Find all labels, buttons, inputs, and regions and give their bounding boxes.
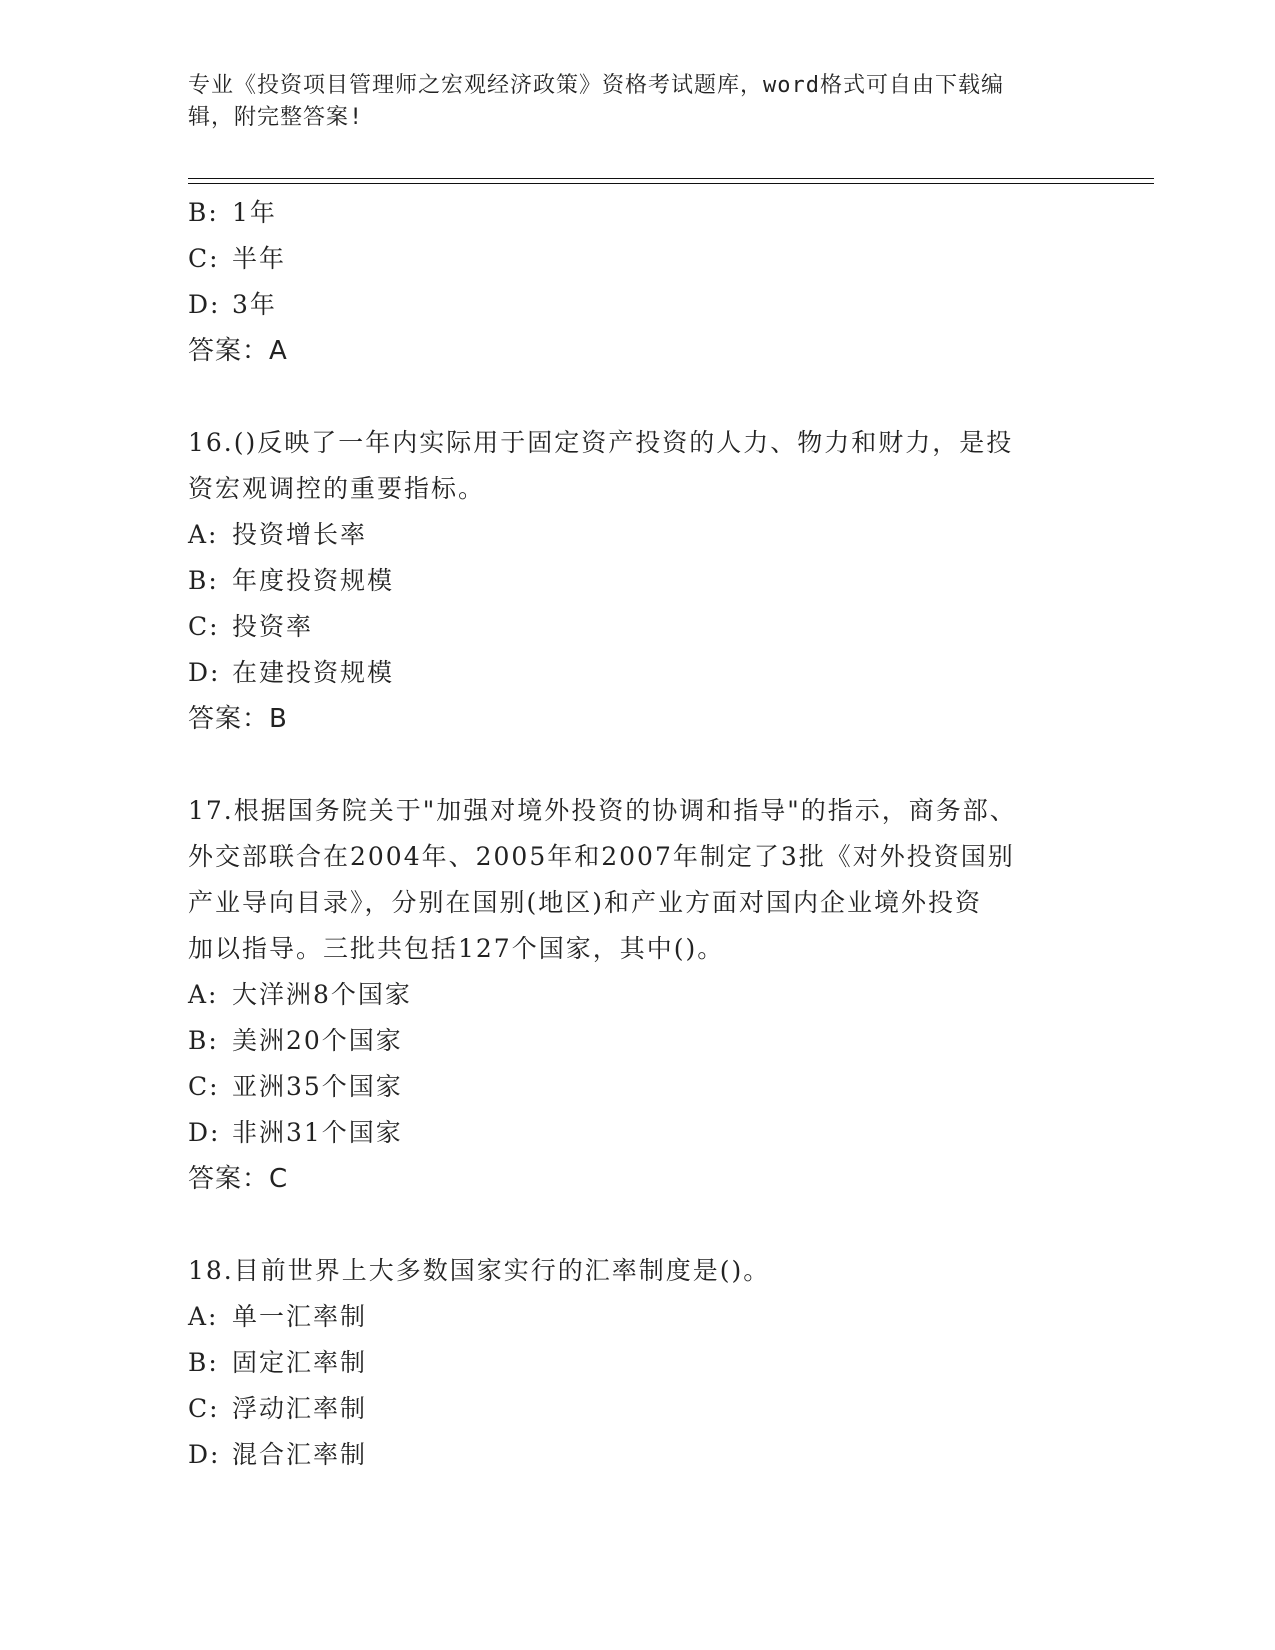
option-c: C: 投资率 [188,612,314,641]
option-c: C: 亚洲35个国家 [188,1072,403,1101]
question-17 [188,788,1088,1202]
question-list [188,190,1088,1478]
document-header [188,70,1068,134]
header-line-1: 专业《投资项目管理师之宏观经济政策》资格考试题库，word格式可自由下载编 [188,73,1004,98]
header-divider-bottom [188,183,1154,184]
option-a: A: 投资增长率 [188,520,368,549]
option-b: B: 美洲20个国家 [188,1026,403,1055]
question-15-continuation [188,190,1088,374]
option-c: C: 半年 [188,244,287,273]
header-divider-top [188,178,1154,179]
option-d: D: 在建投资规模 [188,658,395,687]
question-text: 18.目前世界上大多数国家实行的汇率制度是()。 [188,1256,771,1285]
option-a: A: 大洋洲8个国家 [188,980,412,1009]
answer: 答案：A [188,336,288,366]
option-b: B: 固定汇率制 [188,1348,368,1377]
option-a: A: 单一汇率制 [188,1302,368,1331]
question-text: 17.根据国务院关于"加强对境外投资的协调和指导"的指示，商务部、 外交部联合在2004年、2005年和2007年制定了3批《对外投资国别 产业导向目录》，分别在国别(地区)和产业方面对国内企业境外投资 加以指导。三批共包括127个国家，其中()。 [188,796,1017,963]
answer: 答案：B [188,704,288,734]
option-d: D: 混合汇率制 [188,1440,368,1469]
option-c: C: 浮动汇率制 [188,1394,368,1423]
option-b: B: 年度投资规模 [188,566,395,595]
question-18 [188,1248,1088,1478]
question-16 [188,420,1088,742]
option-d: D: 非洲31个国家 [188,1118,403,1147]
option-d: D: 3年 [188,290,277,319]
header-line-2: 辑，附完整答案! [188,105,364,130]
question-text: 16.()反映了一年内实际用于固定资产投资的人力、物力和财力，是投 资宏观调控的重要指标。 [188,428,1014,503]
option-b: B: 1年 [188,198,277,227]
answer: 答案：C [188,1164,289,1194]
